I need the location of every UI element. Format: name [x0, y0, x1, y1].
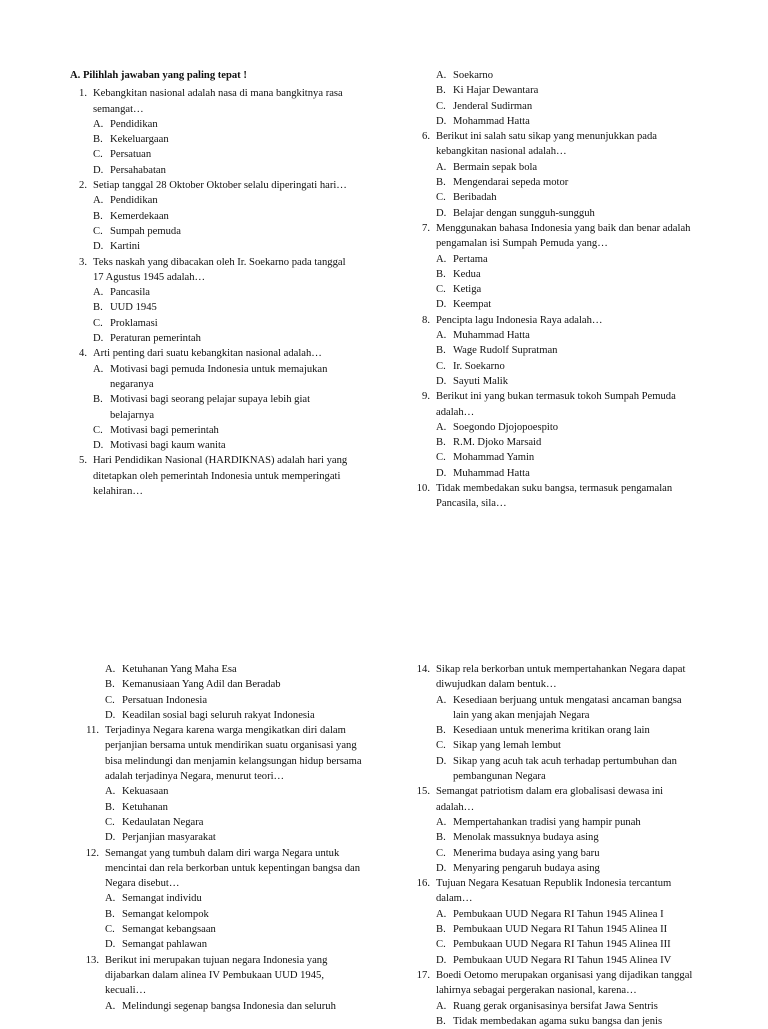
option-text: Sikap yang acuh tak acuh terhadap pertumbuhan dan pembangunan Negara	[453, 755, 677, 783]
question-item	[70, 255, 350, 347]
answer-option	[436, 252, 693, 267]
answer-option	[93, 423, 350, 438]
option-list	[413, 420, 693, 481]
option-letter: A.	[105, 786, 116, 798]
option-letter: D.	[105, 709, 116, 721]
question-text: Setiap tanggal 28 Oktober Oktober selalu diperingati hari…	[93, 180, 347, 192]
option-letter: B.	[436, 177, 446, 189]
question-stem	[70, 255, 350, 286]
option-letter: B.	[436, 1015, 446, 1027]
option-text: Muhammad Hatta	[453, 330, 530, 342]
option-list	[413, 999, 693, 1029]
question-number: 14.	[416, 664, 430, 675]
question-item	[413, 129, 693, 221]
option-letter: A.	[436, 421, 447, 433]
question-number: 6.	[422, 131, 430, 143]
answer-option	[436, 693, 693, 724]
answer-option	[105, 800, 362, 815]
option-letter: B.	[93, 302, 103, 314]
answer-option	[436, 374, 693, 389]
question-item	[82, 723, 362, 845]
question-stem	[70, 346, 350, 361]
answer-option	[105, 922, 362, 937]
continued-options	[413, 68, 693, 129]
answer-option	[436, 190, 693, 205]
question-stem	[413, 876, 693, 907]
option-list	[70, 117, 350, 178]
option-text: Ketuhanan Yang Maha Esa	[122, 664, 237, 675]
option-letter: C.	[93, 149, 103, 161]
option-letter: A.	[436, 70, 447, 81]
answer-option	[436, 420, 693, 435]
option-letter: D.	[436, 755, 447, 767]
option-text: Bermain sepak bola	[453, 161, 538, 173]
option-letter: D.	[436, 115, 447, 127]
option-text: Motivasi bagi pemerintah	[110, 424, 219, 436]
option-letter: D.	[105, 832, 116, 844]
question-text: Pencipta lagu Indonesia Raya adalah…	[436, 314, 603, 326]
option-letter: B.	[93, 134, 103, 146]
question-number: 2.	[79, 180, 87, 192]
option-text: Kekuasaan	[122, 786, 169, 798]
option-letter: B.	[93, 210, 103, 222]
option-text: Ketiga	[453, 284, 482, 296]
option-text: Ir. Soekarno	[453, 360, 505, 372]
question-list	[413, 129, 693, 511]
option-text: Pancasila	[110, 287, 151, 299]
option-letter: C.	[436, 100, 446, 112]
answer-option	[436, 175, 693, 190]
question-item	[413, 221, 693, 313]
option-letter: C.	[93, 317, 103, 329]
option-text: Pertama	[453, 253, 488, 265]
option-letter: A.	[93, 363, 104, 375]
option-list	[82, 999, 362, 1014]
question-text: Terjadinya Negara karena warga mengikatkan diri dalam perjanjian bersama untuk mendirikan suatu organisasi yang bisa melindungi dan menjamin kelangsungan hidup bersama adalah terjadinya Negara, menurut teori…	[105, 725, 362, 783]
option-text: Kesediaan untuk menerima kritikan orang lain	[453, 725, 650, 737]
question-number: 7.	[422, 222, 430, 234]
question-stem	[413, 662, 693, 693]
question-item	[82, 953, 362, 1014]
option-text: Perjanjian masyarakat	[122, 832, 216, 844]
question-text: Semangat yang tumbuh dalam diri warga Negara untuk mencintai dan rela berkorban untuk kepentingan bangsa dan Negara disebut…	[105, 847, 361, 890]
option-list	[413, 252, 693, 313]
option-list	[82, 891, 362, 952]
question-stem	[413, 129, 693, 160]
option-letter: A.	[436, 253, 447, 265]
answer-option	[93, 209, 350, 224]
option-list	[70, 285, 350, 346]
question-text: Arti penting dari suatu kebangkitan nasional adalah…	[93, 348, 322, 360]
option-letter: D.	[436, 207, 447, 219]
option-letter: D.	[436, 467, 447, 479]
option-letter: B.	[436, 85, 446, 97]
option-text: R.M. Djoko Marsaid	[453, 437, 542, 449]
option-letter: A.	[436, 908, 447, 920]
option-text: Belajar dengan sungguh-sungguh	[453, 207, 595, 219]
option-letter: A.	[105, 664, 116, 675]
option-letter: C.	[93, 424, 103, 436]
answer-option	[436, 723, 693, 738]
option-text: Mengendarai sepeda motor	[453, 177, 569, 189]
question-item	[70, 178, 350, 254]
option-text: Soegondo Djojopoespito	[453, 421, 559, 433]
option-list	[413, 693, 693, 785]
question-number: 4.	[79, 348, 87, 360]
question-number: 17.	[416, 969, 430, 981]
question-text: Kebangkitan nasional adalah nasa di mana bangkitnya rasa semangat…	[93, 88, 343, 115]
option-letter: B.	[436, 924, 446, 936]
option-letter: C.	[105, 924, 115, 936]
question-stem	[413, 784, 693, 815]
option-letter: D.	[93, 241, 104, 253]
option-letter: A.	[93, 118, 104, 130]
question-item	[413, 876, 693, 968]
option-text: Pendidikan	[110, 118, 158, 130]
option-text: Kartini	[110, 241, 141, 253]
option-text: Semangat kelompok	[122, 908, 209, 920]
question-stem	[413, 313, 693, 328]
option-letter: A.	[436, 330, 447, 342]
option-text: Kesediaan berjuang untuk mengatasi ancaman bangsa lain yang akan menjajah Negara	[453, 694, 682, 721]
answer-option	[93, 285, 350, 300]
option-text: Kekeluargaan	[110, 134, 169, 146]
option-letter: A.	[93, 287, 104, 299]
question-text: Boedi Oetomo merupakan organisasi yang dijadikan tanggal lahirnya sebagai pergerakan nasional, karena…	[436, 969, 693, 997]
answer-option	[436, 1014, 693, 1029]
question-item	[413, 662, 693, 784]
option-list	[70, 193, 350, 254]
question-text: Berikut ini yang bukan termasuk tokoh Sumpah Pemuda adalah…	[436, 391, 676, 418]
option-letter: B.	[105, 801, 115, 813]
answer-option	[436, 114, 693, 129]
question-stem	[70, 86, 350, 117]
option-letter: C.	[436, 192, 446, 204]
option-text: Menyaring pengaruh budaya asing	[453, 862, 600, 874]
answer-option	[93, 132, 350, 147]
option-letter: B.	[436, 437, 446, 449]
option-text: Muhammad Hatta	[453, 467, 530, 479]
question-list	[82, 723, 362, 1014]
answer-option	[436, 830, 693, 845]
option-letter: D.	[93, 333, 104, 345]
option-text: Ketuhanan	[122, 801, 168, 813]
option-letter: D.	[105, 939, 116, 951]
answer-option	[436, 343, 693, 358]
question-item	[413, 389, 693, 481]
answer-option	[93, 239, 350, 254]
question-text: Tujuan Negara Kesatuan Republik Indonesia tercantum dalam…	[436, 878, 672, 905]
answer-option	[436, 267, 693, 282]
option-text: Motivasi bagi kaum wanita	[110, 440, 226, 452]
option-text: Jenderal Sudirman	[453, 100, 533, 112]
answer-option	[436, 861, 693, 876]
option-text: Kemerdekaan	[110, 210, 169, 222]
option-letter: B.	[436, 268, 446, 280]
answer-option	[436, 738, 693, 753]
answer-option	[436, 435, 693, 450]
option-text: Kemanusiaan Yang Adil dan Beradab	[122, 679, 281, 691]
option-text: Menolak massuknya budaya asing	[453, 832, 599, 844]
question-item	[70, 453, 350, 499]
answer-option	[105, 999, 362, 1014]
question-stem	[82, 723, 362, 784]
option-list	[70, 362, 350, 454]
question-number: 12.	[85, 847, 99, 859]
option-text: Soekarno	[453, 70, 494, 81]
answer-option	[436, 359, 693, 374]
option-text: Wage Rudolf Supratman	[453, 345, 558, 357]
answer-option	[436, 846, 693, 861]
option-letter: C.	[436, 847, 446, 859]
option-letter: C.	[105, 816, 115, 828]
question-stem	[82, 953, 362, 999]
question-number: 3.	[79, 256, 87, 268]
option-text: Keempat	[453, 299, 492, 311]
option-letter: B.	[93, 394, 103, 406]
option-text: Semangat pahlawan	[122, 939, 208, 951]
option-text: Keadilan sosial bagi seluruh rakyat Indonesia	[122, 709, 315, 721]
answer-option	[436, 68, 693, 83]
answer-option	[93, 438, 350, 453]
answer-option	[93, 362, 350, 393]
question-stem	[70, 178, 350, 193]
answer-option	[436, 815, 693, 830]
option-letter: D.	[436, 299, 447, 311]
answer-option	[436, 953, 693, 968]
question-list	[413, 662, 693, 1029]
option-text: Proklamasi	[110, 317, 158, 329]
page1-right-column	[413, 68, 693, 512]
option-text: Sayuti Malik	[453, 375, 509, 387]
option-text: Ki Hajar Dewantara	[453, 85, 539, 97]
option-letter: A.	[105, 893, 116, 905]
option-text: Pembukaan UUD Negara RI Tahun 1945 Alinea II	[453, 924, 668, 936]
answer-option	[93, 331, 350, 346]
question-stem	[70, 453, 350, 499]
option-letter: A.	[105, 1000, 116, 1012]
option-list	[413, 328, 693, 389]
answer-option	[93, 300, 350, 315]
answer-option	[436, 83, 693, 98]
question-text: Berikut ini merupakan tujuan negara Indonesia yang dijabarkan dalam alinea IV Pembukaan UUD 1945, kecuali…	[105, 954, 328, 997]
option-letter: D.	[436, 954, 447, 966]
option-text: Tidak membedakan agama suku bangsa dan jenis	[453, 1015, 663, 1027]
option-text: Mohammad Yamin	[453, 452, 535, 464]
answer-option	[436, 282, 693, 297]
option-text: Mohammad Hatta	[453, 115, 530, 127]
option-letter: C.	[105, 694, 115, 706]
answer-option	[436, 206, 693, 221]
answer-option	[436, 754, 693, 785]
option-text: Persatuan	[110, 149, 152, 161]
option-text: Beribadah	[453, 192, 497, 204]
option-list	[413, 815, 693, 876]
question-text: Hari Pendidikan Nasional (HARDIKNAS) adalah hari yang ditetapkan oleh pemerintah Indonesia untuk memperingati kelahiran…	[93, 455, 348, 498]
answer-option	[436, 937, 693, 952]
answer-option	[436, 450, 693, 465]
answer-option	[93, 224, 350, 239]
answer-option	[105, 815, 362, 830]
option-letter: D.	[93, 440, 104, 452]
option-list	[413, 160, 693, 221]
answer-option	[105, 830, 362, 845]
option-letter: B.	[436, 345, 446, 357]
option-letter: C.	[436, 284, 446, 296]
option-text: Sikap yang lemah lembut	[453, 740, 561, 752]
answer-option	[436, 922, 693, 937]
question-item	[82, 846, 362, 953]
option-text: Persahabatan	[110, 164, 166, 176]
option-text: Sumpah pemuda	[110, 225, 181, 237]
option-text: Semangat individu	[122, 893, 202, 905]
answer-option	[93, 193, 350, 208]
option-text: Persatuan Indonesia	[122, 694, 208, 706]
continued-options	[82, 662, 362, 723]
question-item	[413, 481, 693, 512]
question-text: Teks naskah yang dibacakan oleh Ir. Soekarno pada tanggal 17 Agustus 1945 adalah…	[93, 256, 346, 283]
question-number: 16.	[416, 878, 430, 890]
option-text: Motivasi bagi pemuda Indonesia untuk memajukan negaranya	[110, 363, 328, 390]
question-list	[70, 86, 350, 499]
answer-option	[105, 708, 362, 723]
answer-option	[436, 466, 693, 481]
answer-option	[105, 784, 362, 799]
question-number: 9.	[422, 391, 430, 403]
option-text: Ruang gerak organisasinya bersifat Jawa Sentris	[453, 1000, 658, 1012]
question-text: Berikut ini salah satu sikap yang menunjukkan pada kebangkitan nasional adalah…	[436, 131, 657, 158]
option-letter: B.	[105, 679, 115, 691]
answer-option	[436, 328, 693, 343]
question-item	[413, 968, 693, 1029]
answer-option	[436, 999, 693, 1014]
answer-option	[436, 907, 693, 922]
answer-option	[105, 662, 362, 677]
page1-left-column	[70, 68, 350, 499]
answer-option	[105, 891, 362, 906]
option-text: Kedua	[453, 268, 481, 280]
question-text: Menggunakan bahasa Indonesia yang baik dan benar adalah pengamalan isi Sumpah Pemuda yang…	[436, 222, 691, 250]
answer-option	[93, 163, 350, 178]
answer-option	[436, 297, 693, 312]
option-letter: B.	[436, 725, 446, 737]
option-text: Melindungi segenap bangsa Indonesia dan seluruh	[122, 1000, 336, 1012]
option-letter: C.	[93, 225, 103, 237]
question-number: 5.	[79, 455, 87, 467]
question-text: Tidak membedakan suku bangsa, termasuk pengamalan Pancasila, sila…	[436, 483, 673, 510]
question-text: Semangat patriotism dalam era globalisasi dewasa ini adalah…	[436, 786, 664, 813]
option-text: Peraturan pemerintah	[110, 333, 201, 345]
answer-option	[105, 937, 362, 952]
question-number: 10.	[416, 483, 430, 495]
option-text: Pembukaan UUD Negara RI Tahun 1945 Alinea III	[453, 939, 671, 951]
question-number: 1.	[79, 88, 87, 100]
answer-option	[436, 160, 693, 175]
option-letter: D.	[93, 164, 104, 176]
question-number: 8.	[422, 314, 430, 326]
question-stem	[413, 221, 693, 252]
question-number: 15.	[416, 786, 430, 798]
answer-option	[93, 316, 350, 331]
answer-option	[105, 677, 362, 692]
option-letter: D.	[436, 375, 447, 387]
option-list	[82, 784, 362, 845]
option-text: Menerima budaya asing yang baru	[453, 847, 600, 859]
option-letter: A.	[436, 816, 447, 828]
option-text: Pembukaan UUD Negara RI Tahun 1945 Alinea I	[453, 908, 664, 920]
option-text: Pembukaan UUD Negara RI Tahun 1945 Alinea IV	[453, 954, 672, 966]
answer-option	[436, 99, 693, 114]
option-text: UUD 1945	[110, 302, 157, 314]
question-stem	[413, 481, 693, 512]
answer-option	[93, 117, 350, 132]
answer-option	[105, 693, 362, 708]
option-letter: A.	[436, 1000, 447, 1012]
option-letter: B.	[105, 908, 115, 920]
option-text: Pendidikan	[110, 195, 158, 207]
question-stem	[413, 389, 693, 420]
option-text: Semangat kebangsaan	[122, 924, 216, 936]
option-letter: D.	[436, 862, 447, 874]
page2-right-column	[413, 662, 693, 1029]
option-text: Kedaulatan Negara	[122, 816, 204, 828]
question-stem	[413, 968, 693, 999]
section-heading: A. Pilihlah jawaban yang paling tepat !	[70, 70, 247, 81]
option-letter: C.	[436, 360, 446, 372]
option-letter: A.	[436, 694, 447, 706]
question-item	[70, 86, 350, 178]
option-text: Mempertahankan tradisi yang hampir punah	[453, 816, 641, 828]
answer-option	[93, 147, 350, 162]
option-letter: C.	[436, 452, 446, 464]
question-stem	[82, 846, 362, 892]
question-number: 13.	[85, 954, 99, 966]
option-letter: C.	[436, 939, 446, 951]
option-letter: A.	[436, 161, 447, 173]
option-letter: B.	[436, 832, 446, 844]
question-number: 11.	[86, 725, 99, 737]
answer-option	[93, 392, 350, 423]
option-text: Motivasi bagi seorang pelajar supaya lebih giat belajarnya	[110, 394, 311, 421]
option-list	[413, 907, 693, 968]
question-item	[413, 313, 693, 389]
question-text: Sikap rela berkorban untuk mempertahankan Negara dapat diwujudkan dalam bentuk…	[436, 664, 686, 691]
option-letter: C.	[436, 740, 446, 752]
question-item	[70, 346, 350, 453]
answer-option	[105, 907, 362, 922]
question-item	[413, 784, 693, 876]
page2-left-column	[82, 662, 362, 1014]
option-letter: A.	[93, 195, 104, 207]
